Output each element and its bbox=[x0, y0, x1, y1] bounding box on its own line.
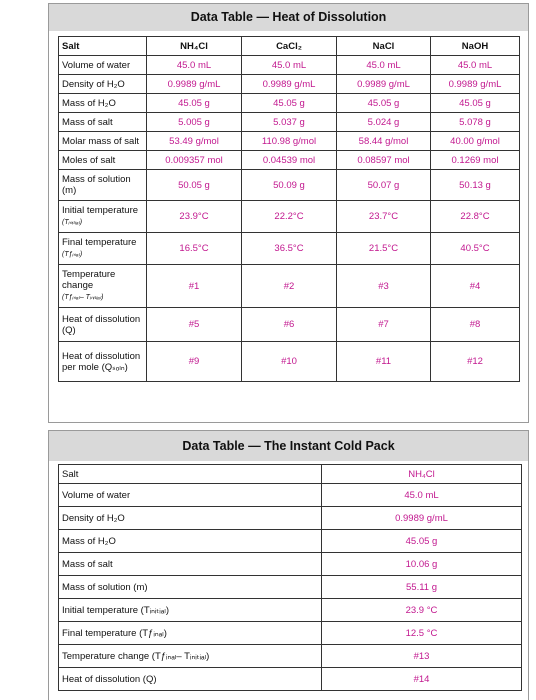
data-cell: 0.009357 mol bbox=[147, 151, 242, 170]
row-label bbox=[59, 201, 147, 233]
data-cell: 45.05 g bbox=[431, 94, 520, 113]
data-cell: 0.04539 mol bbox=[242, 151, 337, 170]
data-cell: 0.9989 g/mL bbox=[147, 75, 242, 94]
table-header-row bbox=[59, 37, 520, 56]
data-cell: 36.5°C bbox=[242, 233, 337, 265]
row-label-text: Temperature change bbox=[62, 269, 116, 291]
table-row bbox=[59, 170, 520, 201]
data-cell: 45.05 g bbox=[322, 530, 522, 553]
row-label bbox=[59, 265, 147, 308]
row-label: Salt bbox=[59, 465, 322, 484]
data-cell: 45.0 mL bbox=[147, 56, 242, 75]
instant-cold-pack-table bbox=[58, 464, 522, 691]
data-cell: 45.05 g bbox=[337, 94, 431, 113]
table1-title: Data Table — Heat of Dissolution bbox=[49, 4, 528, 31]
data-cell: 23.9 °C bbox=[322, 599, 522, 622]
data-cell: 5.078 g bbox=[431, 113, 520, 132]
row-label: Mass of salt bbox=[59, 553, 322, 576]
row-label-text: Heat of dissolution per mole (Qₛₒₗₙ) bbox=[62, 350, 141, 373]
data-cell: #4 bbox=[431, 265, 520, 308]
row-label-text: Initial temperature bbox=[62, 205, 139, 216]
row-label-text: Moles of salt bbox=[62, 154, 116, 166]
row-label bbox=[59, 308, 147, 342]
row-label: Mass of solution (m) bbox=[59, 576, 322, 599]
instant-cold-pack-panel bbox=[48, 430, 529, 700]
row-label bbox=[59, 94, 147, 113]
data-cell: 0.08597 mol bbox=[337, 151, 431, 170]
row-label-text: Final temperature bbox=[62, 237, 137, 248]
data-cell: 0.9989 g/mL bbox=[431, 75, 520, 94]
table-row bbox=[59, 484, 522, 507]
table-row bbox=[59, 507, 522, 530]
heat-of-dissolution-table bbox=[58, 36, 520, 382]
row-label bbox=[59, 170, 147, 201]
table-row bbox=[59, 113, 520, 132]
row-label-text: Heat of dissolution (Q) bbox=[62, 313, 141, 336]
column-header: CaCl₂ bbox=[242, 37, 337, 56]
data-cell: 21.5°C bbox=[337, 233, 431, 265]
table-row bbox=[59, 668, 522, 691]
salt-header-cell: Salt bbox=[59, 37, 147, 56]
data-cell: #6 bbox=[242, 308, 337, 342]
data-cell: #7 bbox=[337, 308, 431, 342]
row-label bbox=[59, 75, 147, 94]
data-cell: 22.2°C bbox=[242, 201, 337, 233]
data-cell: 45.0 mL bbox=[431, 56, 520, 75]
heat-of-dissolution-panel bbox=[48, 3, 529, 423]
row-label-text: Volume of water bbox=[62, 59, 131, 71]
table-row bbox=[59, 132, 520, 151]
data-cell: 110.98 g/mol bbox=[242, 132, 337, 151]
data-cell: 40.5°C bbox=[431, 233, 520, 265]
data-cell: 53.49 g/mol bbox=[147, 132, 242, 151]
data-cell: 16.5°C bbox=[147, 233, 242, 265]
row-label: Heat of dissolution (Q) bbox=[59, 668, 322, 691]
column-header: NaCl bbox=[337, 37, 431, 56]
data-cell: #8 bbox=[431, 308, 520, 342]
row-sublabel: (Tƒᵢₙₐₗ) bbox=[62, 251, 83, 258]
data-cell: #1 bbox=[147, 265, 242, 308]
data-cell: 23.9°C bbox=[147, 201, 242, 233]
table-row bbox=[59, 94, 520, 113]
row-label: Temperature change (Tƒᵢₙₐₗ– Tᵢₙᵢₜᵢₐₗ) bbox=[59, 645, 322, 668]
row-label bbox=[59, 151, 147, 170]
data-cell: 50.05 g bbox=[147, 170, 242, 201]
data-cell: 0.9989 g/mL bbox=[337, 75, 431, 94]
table-row bbox=[59, 56, 520, 75]
data-cell: 50.13 g bbox=[431, 170, 520, 201]
row-label-text: Mass of H₂O bbox=[62, 97, 116, 109]
table-row bbox=[59, 151, 520, 170]
data-cell: #11 bbox=[337, 342, 431, 382]
row-label-text: Molar mass of salt bbox=[62, 135, 140, 147]
data-cell: 5.037 g bbox=[242, 113, 337, 132]
row-label-text: Mass of solution (m) bbox=[62, 174, 131, 196]
table2-title: Data Table — The Instant Cold Pack bbox=[49, 431, 528, 461]
data-cell: #9 bbox=[147, 342, 242, 382]
data-cell: #10 bbox=[242, 342, 337, 382]
table-row bbox=[59, 201, 520, 233]
row-label bbox=[59, 132, 147, 151]
column-header: NH₄Cl bbox=[147, 37, 242, 56]
table-row bbox=[59, 75, 520, 94]
data-cell: 50.09 g bbox=[242, 170, 337, 201]
row-sublabel: (Tᵢₙᵢₜᵢₐₗ) bbox=[62, 219, 83, 226]
row-label: Volume of water bbox=[59, 484, 322, 507]
row-label bbox=[59, 342, 147, 382]
table-row bbox=[59, 265, 520, 308]
row-label bbox=[59, 113, 147, 132]
data-cell: 58.44 g/mol bbox=[337, 132, 431, 151]
row-label: Mass of H₂O bbox=[59, 530, 322, 553]
table-row bbox=[59, 599, 522, 622]
row-label-text: Density of H₂O bbox=[62, 78, 125, 90]
table-row bbox=[59, 645, 522, 668]
row-label: Density of H₂O bbox=[59, 507, 322, 530]
column-header: NaOH bbox=[431, 37, 520, 56]
data-cell: 45.05 g bbox=[147, 94, 242, 113]
data-cell: 40.00 g/mol bbox=[431, 132, 520, 151]
table-row bbox=[59, 308, 520, 342]
data-cell: 0.9989 g/mL bbox=[322, 507, 522, 530]
data-cell: 10.06 g bbox=[322, 553, 522, 576]
data-cell: 12.5 °C bbox=[322, 622, 522, 645]
data-cell: 22.8°C bbox=[431, 201, 520, 233]
data-cell: #13 bbox=[322, 645, 522, 668]
table-row bbox=[59, 576, 522, 599]
data-cell: #5 bbox=[147, 308, 242, 342]
table-row bbox=[59, 465, 522, 484]
data-cell: 45.0 mL bbox=[337, 56, 431, 75]
data-cell: #12 bbox=[431, 342, 520, 382]
data-cell: 55.11 g bbox=[322, 576, 522, 599]
table-row bbox=[59, 342, 520, 382]
data-cell: 5.024 g bbox=[337, 113, 431, 132]
row-label bbox=[59, 233, 147, 265]
data-cell: 0.9989 g/mL bbox=[242, 75, 337, 94]
data-cell: 0.1269 mol bbox=[431, 151, 520, 170]
data-cell: #14 bbox=[322, 668, 522, 691]
row-sublabel: (Tƒᵢₙₐₗ– Tᵢₙᵢₜᵢₐₗ) bbox=[62, 294, 104, 301]
data-cell: 23.7°C bbox=[337, 201, 431, 233]
data-cell: NH₄Cl bbox=[322, 465, 522, 484]
data-cell: 45.05 g bbox=[242, 94, 337, 113]
data-cell: 50.07 g bbox=[337, 170, 431, 201]
table-row bbox=[59, 233, 520, 265]
data-cell: 45.0 mL bbox=[322, 484, 522, 507]
row-label: Initial temperature (Tᵢₙᵢₜᵢₐₗ) bbox=[59, 599, 322, 622]
row-label-text: Mass of salt bbox=[62, 116, 113, 128]
table-row bbox=[59, 622, 522, 645]
table-row bbox=[59, 530, 522, 553]
table-row bbox=[59, 553, 522, 576]
row-label: Final temperature (Tƒᵢₙₐₗ) bbox=[59, 622, 322, 645]
data-cell: 45.0 mL bbox=[242, 56, 337, 75]
data-cell: #3 bbox=[337, 265, 431, 308]
data-cell: 5.005 g bbox=[147, 113, 242, 132]
data-cell: #2 bbox=[242, 265, 337, 308]
row-label bbox=[59, 56, 147, 75]
